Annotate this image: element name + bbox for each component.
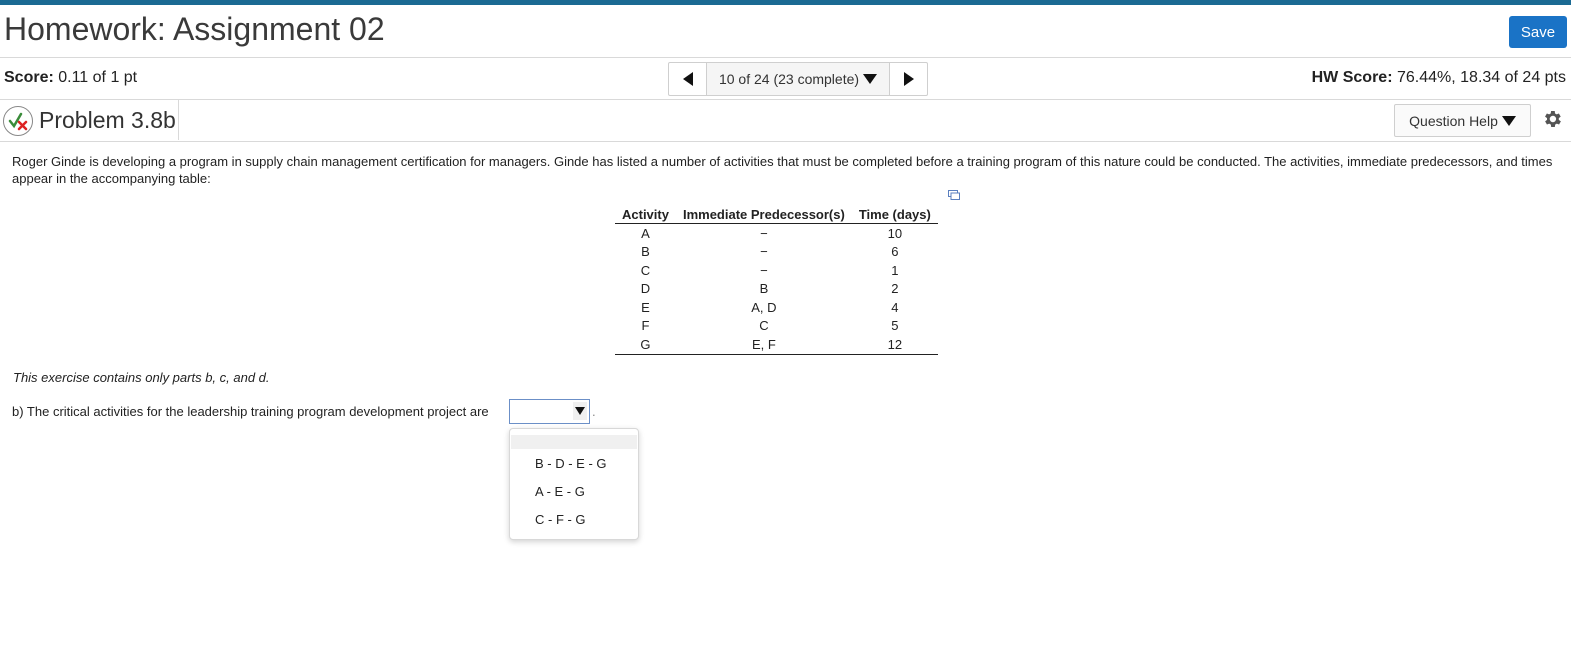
caret-down-icon <box>863 74 877 84</box>
hw-score-label: HW Score: <box>1311 69 1393 86</box>
dropdown-option[interactable]: C - F - G <box>535 512 586 527</box>
activity-cell: E <box>641 299 650 315</box>
table-row <box>615 261 938 280</box>
table-row <box>615 298 938 317</box>
activity-cell: B <box>641 244 650 260</box>
table-row <box>615 335 938 354</box>
critical-path-dropdown-menu <box>509 428 639 540</box>
critical-path-select[interactable] <box>509 399 590 424</box>
previous-question-button[interactable] <box>669 63 706 95</box>
divider <box>0 57 1571 58</box>
hw-score <box>1312 69 1566 87</box>
time-cell: 4 <box>891 299 899 315</box>
activity-cell: A <box>641 225 650 241</box>
divider <box>178 100 179 140</box>
table-row <box>615 317 938 336</box>
dropdown-option[interactable]: A - E - G <box>535 484 585 499</box>
activity-table <box>615 205 938 355</box>
dropdown-arrow-icon <box>573 402 587 420</box>
page-title: Homework: Assignment 02 <box>4 11 385 47</box>
column-header: Activity <box>615 205 676 224</box>
predecessor-cell: E, F <box>676 335 852 354</box>
question-help-label: Question Help <box>1409 112 1498 129</box>
score-label: Score: <box>4 69 54 86</box>
problem-title: Problem 3.8b <box>39 107 176 133</box>
hw-score-value: 76.44%, 18.34 of 24 pts <box>1396 69 1566 86</box>
table-row <box>615 224 938 243</box>
table-expand-icon[interactable] <box>948 190 960 200</box>
predecessor-cell: C <box>759 318 769 334</box>
gear-icon[interactable] <box>1541 108 1563 130</box>
exercise-note: This exercise contains only parts b, c, and d. <box>13 370 270 385</box>
score-value: 0.11 of 1 pt <box>58 69 138 86</box>
question-navigator <box>668 62 928 96</box>
table-row <box>615 243 938 262</box>
predecessor-cell: − <box>760 225 768 241</box>
problem-intro: Roger Ginde is developing a program in supply chain management certification for managers. Ginde has listed a number of activities that must be completed before a training program of this nature could be conducted. The activities, immediate predecessors, and times appear in the accompanying table: <box>12 154 1553 186</box>
time-cell: 1 <box>891 262 899 278</box>
activity-cell: D <box>640 281 651 297</box>
predecessor-cell: − <box>760 262 768 278</box>
divider <box>0 141 1571 142</box>
dropdown-option-blank[interactable] <box>511 435 637 449</box>
predecessor-cell: B <box>759 281 769 297</box>
column-header: Immediate Predecessor(s) <box>676 205 852 224</box>
time-cell: 10 <box>887 225 903 241</box>
time-cell: 5 <box>891 318 899 334</box>
time-cell: 2 <box>891 281 899 297</box>
save-button[interactable]: Save <box>1509 16 1567 48</box>
status-check-x-icon <box>3 106 33 136</box>
question-position: 10 of 24 (23 complete) <box>718 71 860 87</box>
predecessor-cell: − <box>760 244 768 260</box>
arrow-left-icon <box>683 72 693 86</box>
time-cell: 6 <box>891 244 899 260</box>
caret-down-icon <box>1502 116 1516 126</box>
column-header: Time (days) <box>852 205 938 224</box>
question-selector[interactable] <box>706 63 890 95</box>
dropdown-option[interactable]: B - D - E - G <box>535 456 607 471</box>
table-header-row <box>615 205 938 224</box>
divider <box>0 99 1571 100</box>
arrow-right-icon <box>904 72 914 86</box>
activity-cell: F <box>641 318 650 334</box>
next-question-button[interactable] <box>890 63 927 95</box>
top-accent-bar <box>0 0 1571 5</box>
sentence-period: . <box>592 404 596 419</box>
predecessor-cell: A, D <box>751 299 777 315</box>
time-cell: 12 <box>852 335 938 354</box>
score <box>4 69 137 87</box>
activity-cell: C <box>640 262 651 278</box>
table-row <box>615 280 938 299</box>
question-b-text: b) The critical activities for the leadership training program development project are <box>12 404 489 419</box>
activity-cell: G <box>615 335 676 354</box>
question-help-button[interactable] <box>1394 104 1531 137</box>
